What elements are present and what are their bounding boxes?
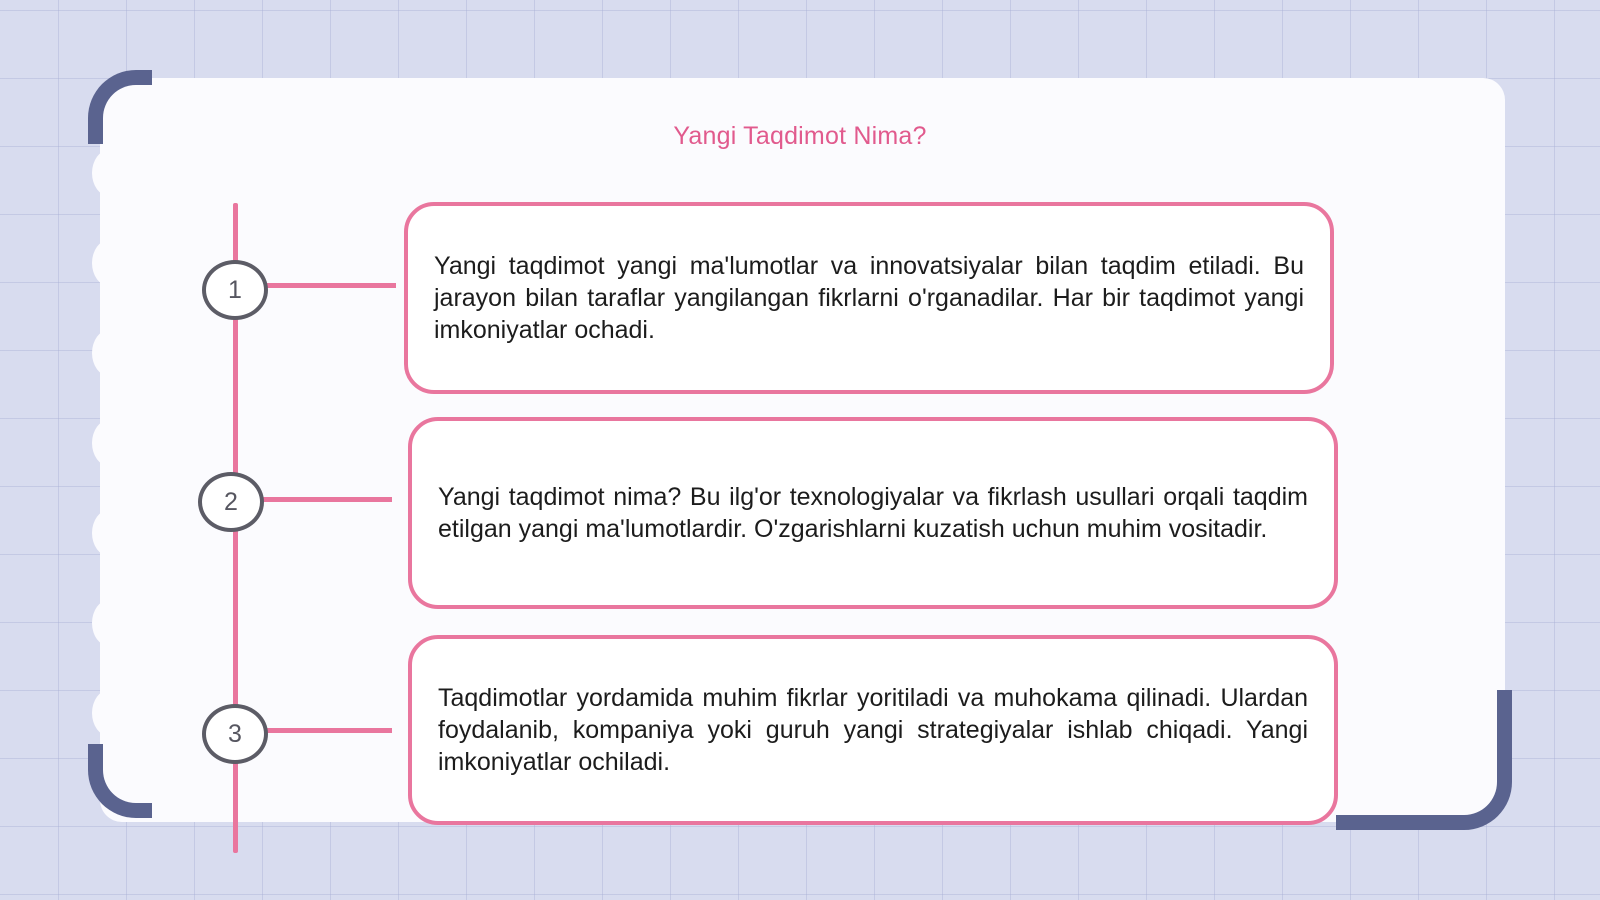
card-scallop bbox=[92, 150, 126, 196]
info-text-3: Taqdimotlar yordamida muhim fikrlar yoritiladi va muhokama qilinadi. Ulardan foydalanib, kompaniya yoki guruh yangi strategiyalar ishlab chiqadi. Yangi imkoniyatlar ochiladi. bbox=[438, 684, 1308, 776]
timeline-connector-1 bbox=[266, 283, 396, 288]
step-number-1: 1 bbox=[202, 260, 268, 320]
card-scallop bbox=[92, 600, 126, 646]
frame-corner-bottom-left bbox=[88, 744, 152, 818]
info-text-1: Yangi taqdimot yangi ma'lumotlar va innovatsiyalar bilan taqdim etiladi. Bu jarayon bilan taraflar yangilangan fikrlarni o'rganadilar. Har bir taqdimot yangi imkoniyatlar ochadi. bbox=[434, 252, 1304, 344]
card-scallop bbox=[92, 330, 126, 376]
frame-corner-bottom-right bbox=[1336, 690, 1512, 830]
step-number-3: 3 bbox=[202, 704, 268, 764]
card-scallop bbox=[92, 510, 126, 556]
info-box-1 bbox=[404, 202, 1334, 394]
info-box-3 bbox=[408, 635, 1338, 825]
card-scallop bbox=[92, 690, 126, 736]
slide-title: Yangi Taqdimot Nima? bbox=[673, 122, 927, 150]
step-number-2: 2 bbox=[198, 472, 264, 532]
card-scallop bbox=[92, 240, 126, 286]
timeline-connector-3 bbox=[266, 728, 392, 733]
card-scallop bbox=[92, 420, 126, 466]
timeline-connector-2 bbox=[262, 497, 392, 502]
info-box-2 bbox=[408, 417, 1338, 609]
info-text-2: Yangi taqdimot nima? Bu ilg'or texnologiyalar va fikrlash usullari orqali taqdim etilgan yangi ma'lumotlardir. O'zgarishlarni kuzatish uchun muhim vositadir. bbox=[438, 483, 1308, 543]
frame-corner-top-left bbox=[88, 70, 152, 144]
